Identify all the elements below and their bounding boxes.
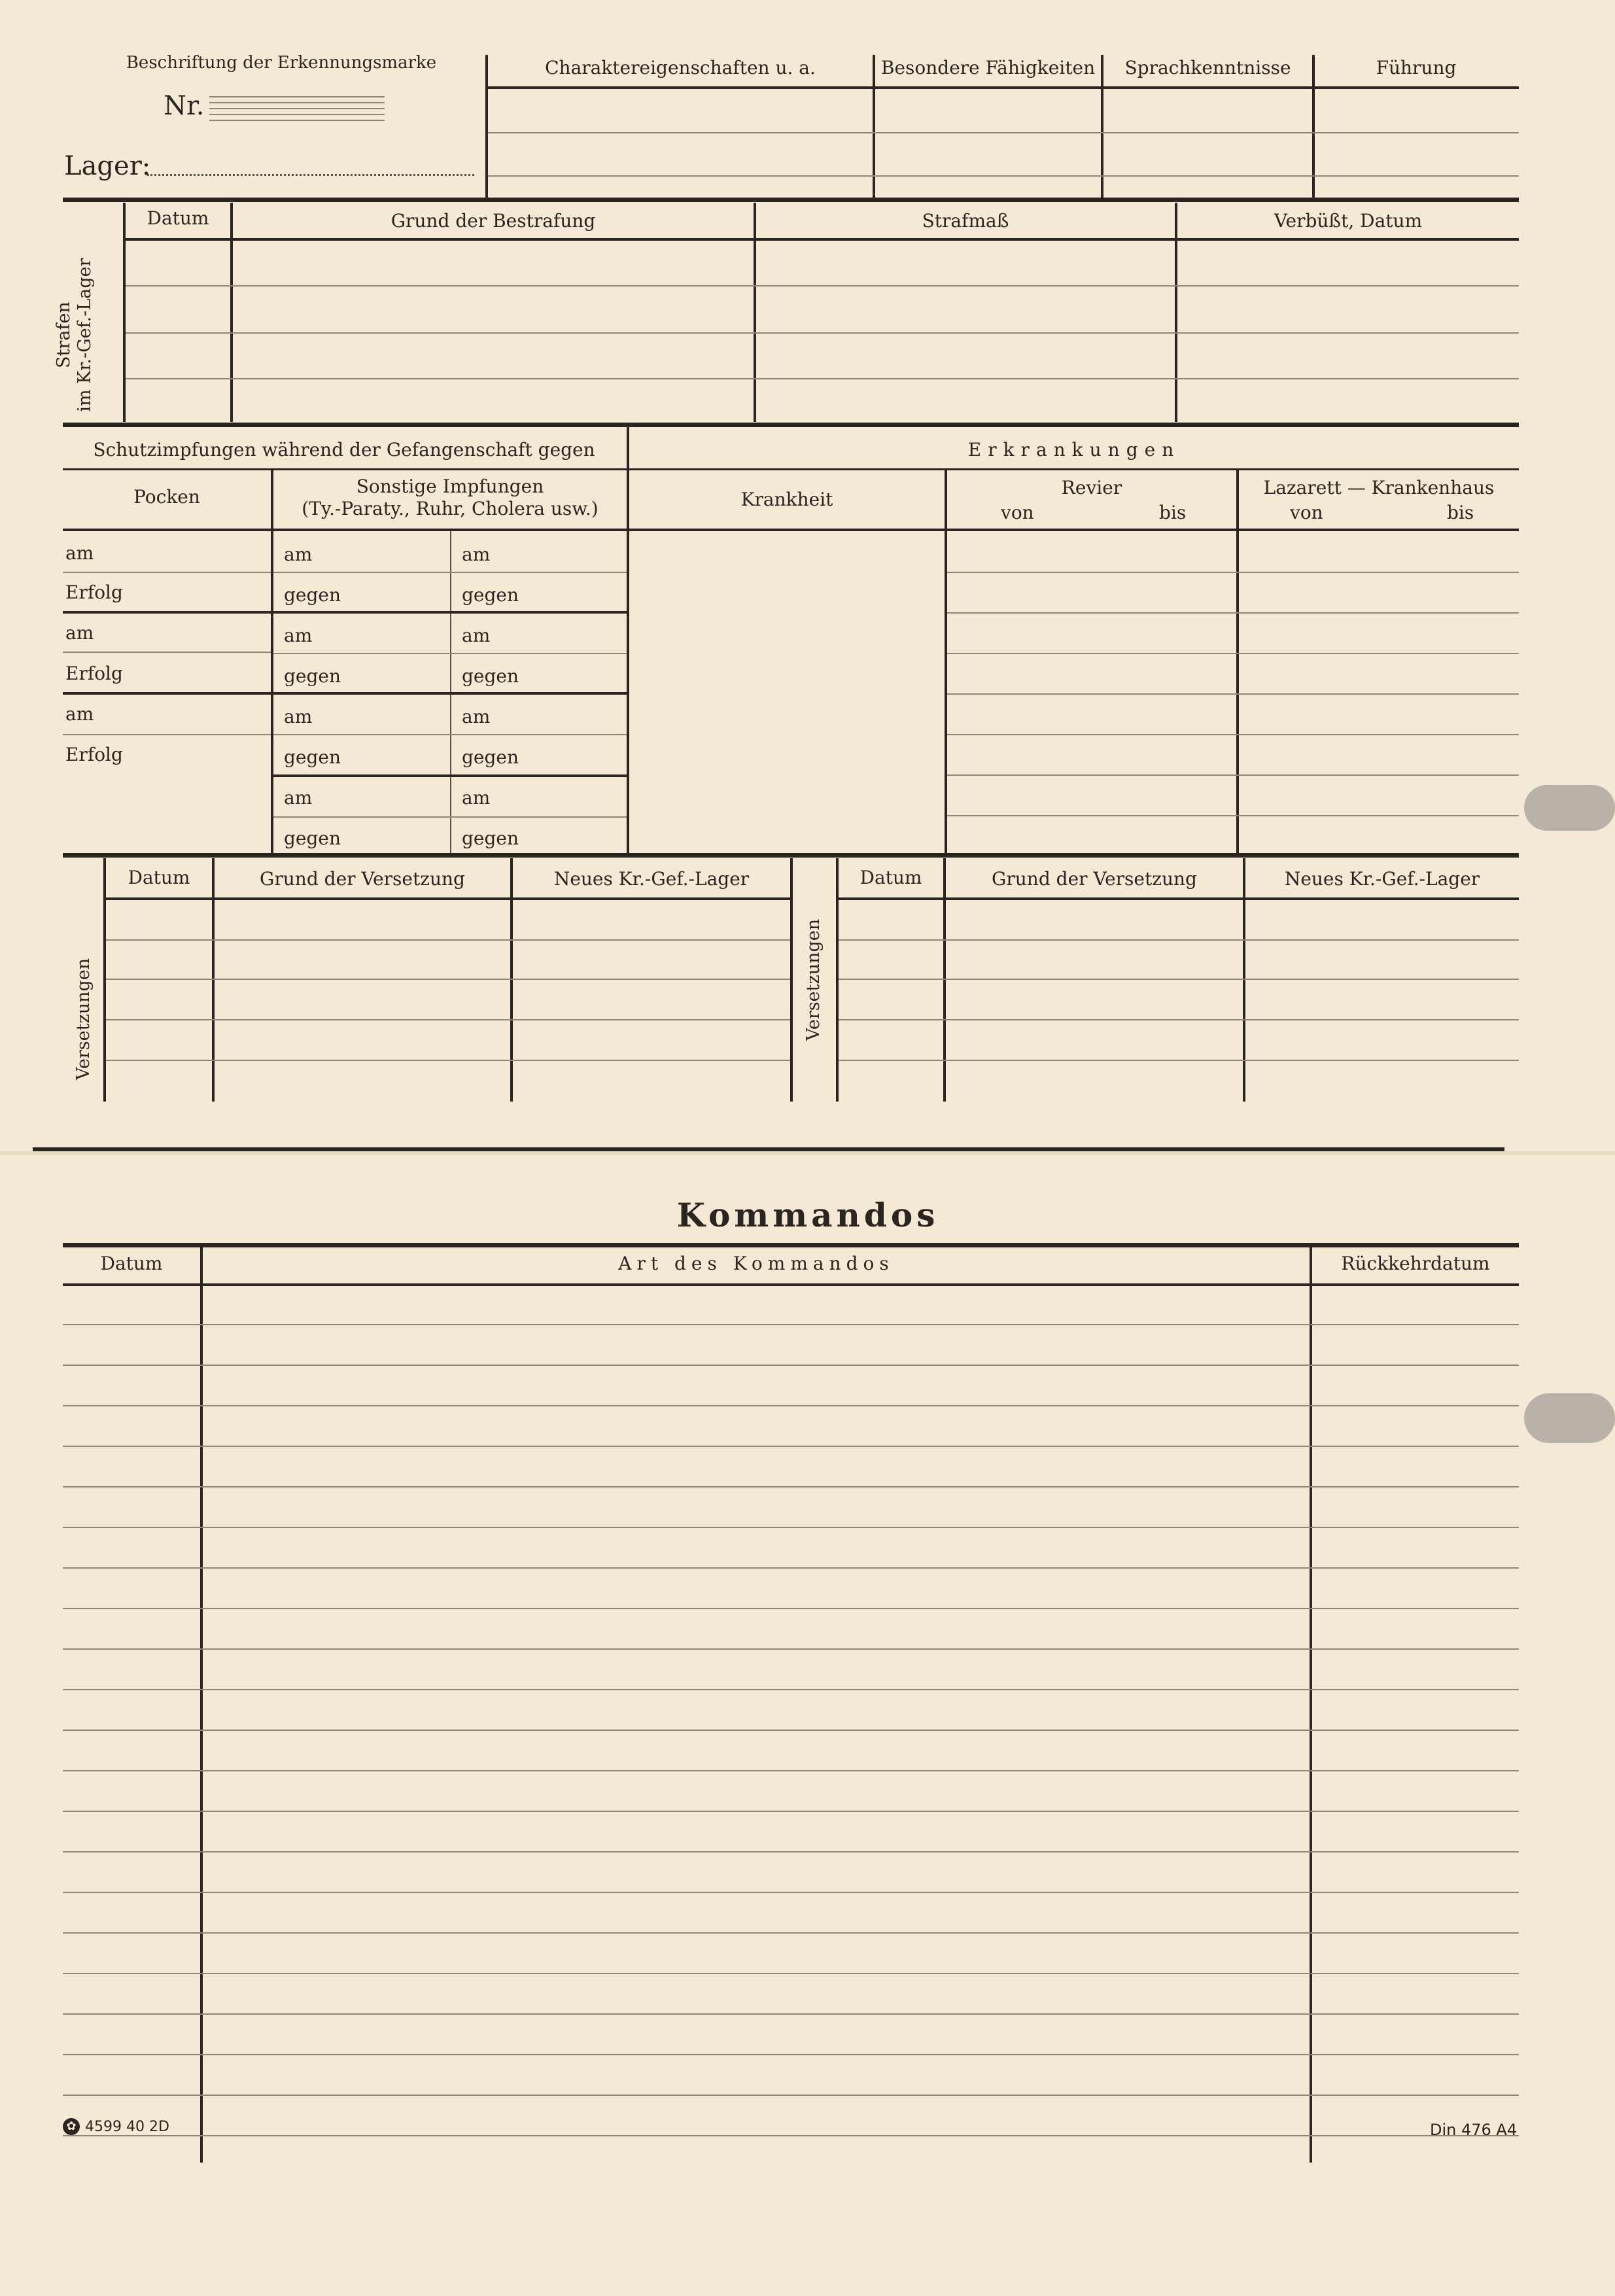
erkennungsmarke-label: Beschriftung der Erkennungsmarke <box>126 53 437 73</box>
kommandos-row-line <box>63 1648 1519 1650</box>
kommandos-row-line <box>63 2013 1519 2015</box>
kommandos-row-line <box>63 1973 1519 1974</box>
kommandos-col-rueckkehr: Rückkehrdatum <box>1341 1253 1490 1274</box>
kommandos-row-line <box>63 1851 1519 1852</box>
sonstige-am: am <box>284 706 313 727</box>
kommandos-row-line <box>63 1892 1519 1893</box>
nr-label: Nr. <box>164 91 205 121</box>
kommandos-col-datum: Datum <box>100 1253 163 1274</box>
din-label: Din 476 A4 <box>1430 2121 1518 2139</box>
strafen-row-line <box>126 378 1519 379</box>
impfungen-title: Schutzimpfungen während der Gefangenschaft gegen <box>93 439 595 461</box>
kommandos-row-line <box>63 1730 1519 1731</box>
vers-right-row-line <box>839 939 1519 941</box>
kommandos-row-line <box>63 1324 1519 1325</box>
kommandos-row-line <box>63 2054 1519 2055</box>
punch-hole <box>1524 785 1615 831</box>
kommandos-row-line <box>63 1365 1519 1366</box>
pocken-label: Pocken <box>133 486 200 508</box>
fold-crease <box>0 1151 1615 1155</box>
strafen-col-grund: Grund der Bestrafung <box>391 210 596 232</box>
pocken-erfolg: Erfolg <box>65 663 123 684</box>
sonstige-am: am <box>284 544 313 565</box>
erkrankungen-row-line <box>947 572 1519 573</box>
pocken-erfolg: Erfolg <box>65 582 123 603</box>
sonstige-gegen: gegen <box>462 746 519 768</box>
pocken-am: am <box>65 703 94 725</box>
kommandos-title: Kommandos <box>676 1196 939 1234</box>
form-number: 4599 40 2D <box>85 2119 169 2135</box>
strafen-side-label-line1: Strafen <box>54 302 74 368</box>
col-fuehrung: Führung <box>1376 57 1457 78</box>
vers-right-col-lager: Neues Kr.-Gef.-Lager <box>1284 868 1480 890</box>
kommandos-row-line <box>63 1446 1519 1447</box>
kommandos-row-line <box>63 1405 1519 1406</box>
erkrankungen-row-line <box>947 815 1519 816</box>
vers-right-row-line <box>839 1060 1519 1061</box>
kommandos-row-line <box>63 1486 1519 1487</box>
vers-left-row-line <box>106 979 790 980</box>
sonstige-gegen: gegen <box>284 746 341 768</box>
revier-label: Revier <box>1061 477 1122 498</box>
sonstige-gegen: gegen <box>284 665 341 687</box>
erkrankungen-row-line <box>947 774 1519 776</box>
lager-field[interactable] <box>147 174 474 176</box>
kommandos-row-line <box>63 1527 1519 1528</box>
sonstige-am: am <box>462 787 491 809</box>
versetzungen-side-label-right: Versetzungen <box>803 918 824 1041</box>
vers-left-col-grund: Grund der Versetzung <box>260 868 465 890</box>
revier-von: von <box>1001 502 1034 523</box>
col-besondere-faehigkeiten: Besondere Fähigkeiten <box>880 57 1096 78</box>
revier-bis: bis <box>1159 502 1187 523</box>
sonstige-am: am <box>284 787 313 809</box>
sonstige-am: am <box>462 706 491 727</box>
kommandos-row-line <box>63 1811 1519 1812</box>
krankheit-label: Krankheit <box>740 489 833 510</box>
vers-right-col-grund: Grund der Versetzung <box>992 868 1197 890</box>
kommandos-row-line <box>63 2095 1519 2096</box>
vers-left-row-line <box>106 939 790 941</box>
printer-mark-icon: ✿ <box>63 2118 80 2135</box>
strafen-col-datum: Datum <box>147 207 209 229</box>
pocken-erfolg: Erfolg <box>65 744 123 765</box>
kommandos-row-line <box>63 1770 1519 1771</box>
sonstige-am: am <box>462 625 491 646</box>
strafen-col-verbuesst: Verbüßt, Datum <box>1274 210 1423 232</box>
lazarett-bis: bis <box>1447 502 1474 523</box>
kommandos-row-line <box>63 1689 1519 1690</box>
sonstige-label: Sonstige Impfungen <box>356 476 544 497</box>
sonstige-gegen: gegen <box>462 827 519 849</box>
erkrankungen-row-line <box>947 653 1519 654</box>
strafen-col-strafmass: Strafmaß <box>922 210 1009 232</box>
pocken-am: am <box>65 622 94 644</box>
vers-right-row-line <box>839 979 1519 980</box>
strafen-row-line <box>126 285 1519 287</box>
kommandos-row-line <box>63 1567 1519 1569</box>
col-charaktereigenschaften: Charaktereigenschaften u. a. <box>545 57 816 78</box>
vers-right-row-line <box>839 1019 1519 1020</box>
lazarett-von: von <box>1290 502 1323 523</box>
kommandos-row-line <box>63 1608 1519 1609</box>
sonstige-sub: (Ty.-Paraty., Ruhr, Cholera usw.) <box>302 498 599 519</box>
strafen-side-label-line2: im Kr.-Gef.-Lager <box>75 258 95 412</box>
header-row-line <box>488 132 1519 133</box>
kommandos-col-art: Art des Kommandos <box>618 1253 894 1274</box>
sonstige-gegen: gegen <box>462 665 519 687</box>
sonstige-am: am <box>284 625 313 646</box>
nr-field[interactable] <box>209 95 385 121</box>
strafen-side-label <box>54 253 99 417</box>
header-row-line <box>488 175 1519 177</box>
vers-left-row-line <box>106 1060 790 1061</box>
erkrankungen-title: Erkrankungen <box>967 439 1181 461</box>
pocken-am: am <box>65 542 94 564</box>
erkrankungen-row-line <box>947 693 1519 695</box>
vers-left-col-lager: Neues Kr.-Gef.-Lager <box>553 868 750 890</box>
vers-left-col-datum: Datum <box>128 867 190 888</box>
vers-right-col-datum: Datum <box>860 867 922 888</box>
sonstige-gegen: gegen <box>284 827 341 849</box>
col-sprachkenntnisse: Sprachkenntnisse <box>1124 57 1291 78</box>
lazarett-label: Lazarett — Krankenhaus <box>1263 477 1495 498</box>
vers-left-row-line <box>106 1019 790 1020</box>
versetzungen-side-label-left: Versetzungen <box>73 958 94 1081</box>
punch-hole <box>1524 1393 1615 1443</box>
sonstige-gegen: gegen <box>284 584 341 606</box>
kommandos-row-line <box>63 1932 1519 1934</box>
strafen-row-line <box>126 332 1519 334</box>
erkrankungen-row-line <box>947 734 1519 735</box>
kommandos-row-line <box>63 2135 1519 2136</box>
sonstige-gegen: gegen <box>462 584 519 606</box>
sonstige-am: am <box>462 544 491 565</box>
erkrankungen-row-line <box>947 612 1519 614</box>
lager-label: Lager: <box>64 151 151 181</box>
